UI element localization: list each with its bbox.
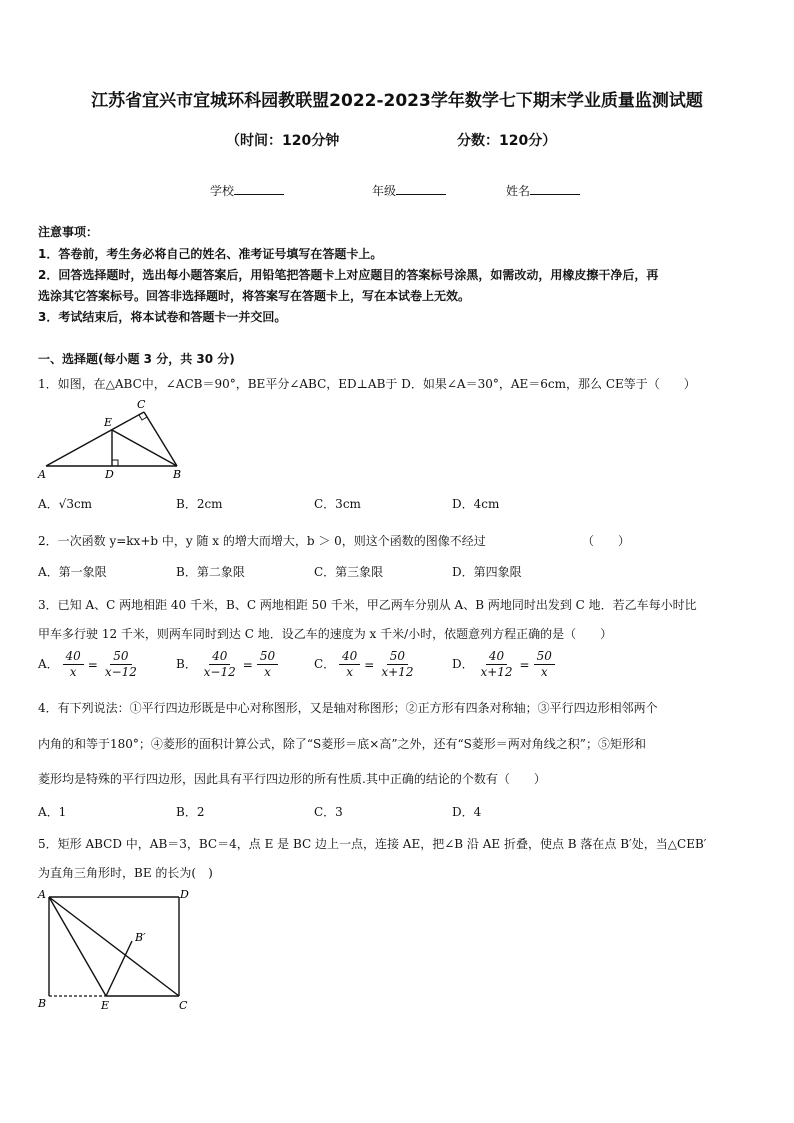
notice-item: 1．答卷前，考生务必将自己的姓名、准考证号填写在答题卡上。 xyxy=(38,247,383,261)
school-label: 学校 xyxy=(210,184,235,198)
q4-option-c[interactable]: C．3 xyxy=(314,805,343,819)
label-b: B xyxy=(38,997,47,1010)
question-5-figure xyxy=(34,885,204,1015)
q3-option-b[interactable]: B． $\frac{40}{x-12}$ = $\frac{50}{x}$ xyxy=(176,649,278,680)
fraction: $\frac{50}{x}$ xyxy=(257,649,278,680)
fraction: $\frac{40}{x}$ xyxy=(339,649,360,680)
q2-option-b[interactable]: B．第二象限 xyxy=(176,565,245,579)
q2-option-a[interactable]: A．第一象限 xyxy=(38,565,107,579)
option-label: B． xyxy=(176,657,197,671)
q4-option-d[interactable]: D．4 xyxy=(452,805,482,819)
label-a: A xyxy=(38,888,46,901)
label-a: A xyxy=(38,468,46,481)
q4-option-b[interactable]: B．2 xyxy=(176,805,205,819)
time-label: （时间：120分钟 xyxy=(226,133,340,149)
q2-option-d[interactable]: D．第四象限 xyxy=(452,565,522,579)
q3-option-a[interactable]: A． $\frac{40}{x}$ = $\frac{50}{x-12}$ xyxy=(38,649,140,680)
notice-heading: 注意事项： xyxy=(38,225,99,239)
fraction: $\frac{50}{x+12}$ xyxy=(381,649,414,679)
question-3-line: 甲车多行驶 12 千米，则两车同时到达 C 地．设乙车的速度为 x 千米/小时，依题意列方程正确的是（ ） xyxy=(38,627,613,641)
grade-label: 年级 xyxy=(372,184,397,198)
q1-option-d[interactable]: D．4cm xyxy=(452,497,500,511)
grade-field xyxy=(372,182,446,199)
question-3-line: 3．已知 A、C 两地相距 40 千米，B、C 两地相距 50 千米，甲乙两车分别从 A、B 两地同时出发到 C 地．若乙车每小时比 xyxy=(38,598,697,612)
section-title: 一、选择题(每小题 3 分，共 30 分) xyxy=(38,352,235,366)
fraction: $\frac{40}{x-12}$ xyxy=(203,649,236,679)
label-e: E xyxy=(101,999,110,1012)
label-e: E xyxy=(104,416,113,429)
notice-item: 3．考试结束后，将本试卷和答题卡一并交回。 xyxy=(38,310,287,324)
fraction: $\frac{40}{x+12}$ xyxy=(480,649,513,679)
option-label: D． xyxy=(452,657,474,671)
fraction: $\frac{50}{x-12}$ xyxy=(104,649,137,679)
q1-option-c[interactable]: C．3cm xyxy=(314,497,361,511)
notice-item: 选涂其它答案标号。回答非选择题时，将答案写在答题卡上，写在本试卷上无效。 xyxy=(38,289,471,303)
question-5-line: 5．矩形 ABCD 中，AB＝3，BC＝4，点 E 是 BC 边上一点，连接 AE，把∠B 沿 AE 折叠，使点 B 落在点 B′处，当△CEB′ xyxy=(38,837,707,851)
q3-option-c[interactable]: C． $\frac{40}{x}$ = $\frac{50}{x+12}$ xyxy=(314,649,416,680)
label-c: C xyxy=(137,398,146,411)
label-b: B xyxy=(173,468,182,481)
notice-item: 2．回答选择题时，选出每小题答案后，用铅笔把答题卡上对应题目的答案标号涂黑，如需改动，用橡皮擦干净后，再 xyxy=(38,268,659,282)
fraction: $\frac{40}{x}$ xyxy=(63,649,84,680)
grade-blank xyxy=(396,184,446,195)
q1-option-a[interactable]: A．√3cm xyxy=(38,497,93,511)
name-label: 姓名 xyxy=(506,184,531,198)
question-2-bracket: （ ） xyxy=(582,534,631,548)
q4-option-a[interactable]: A．1 xyxy=(38,805,67,819)
label-d: D xyxy=(180,888,189,901)
page-title: 江苏省宜兴市宜城环科园教联盟2022-2023学年数学七下期末学业质量监测试题 xyxy=(91,91,703,111)
fraction: $\frac{50}{x}$ xyxy=(534,649,555,680)
q1-option-b[interactable]: B．2cm xyxy=(176,497,223,511)
question-2-text: 2．一次函数 y=kx+b 中，y 随 x 的增大而增大，b ＞ 0，则这个函数的图像不经过 xyxy=(38,534,486,548)
question-5-line: 为直角三角形时，BE 的长为( ) xyxy=(38,866,213,880)
label-c: C xyxy=(179,999,188,1012)
label-d: D xyxy=(105,468,114,481)
option-label: C． xyxy=(314,657,336,671)
q3-option-d[interactable]: D． $\frac{40}{x+12}$ = $\frac{50}{x}$ xyxy=(452,649,555,680)
name-blank xyxy=(530,184,580,195)
question-4-line: 4．有下列说法：①平行四边形既是中心对称图形，又是轴对称图形；②正方形有四条对称轴；③平行四边形相邻两个 xyxy=(38,701,658,715)
score-label: 分数：120分） xyxy=(457,133,557,149)
label-b-prime: B′ xyxy=(135,931,146,944)
option-label: A． xyxy=(38,657,59,671)
question-4-line: 菱形均是特殊的平行四边形，因此具有平行四边形的所有性质.其中正确的结论的个数有（ ） xyxy=(38,772,546,786)
name-field xyxy=(506,182,580,199)
question-1-text: 1．如图，在△ABC中，∠ACB＝90°，BE平分∠ABC，ED⊥AB于 D．如果∠A＝30°，AE＝6cm，那么 CE等于（ ） xyxy=(38,377,696,391)
q2-option-c[interactable]: C．第三象限 xyxy=(314,565,384,579)
question-4-line: 内角的和等于180°；④菱形的面积计算公式，除了“S菱形＝底×高”之外，还有“S菱形＝两对角线之积”；⑤矩形和 xyxy=(38,737,646,751)
question-1-figure xyxy=(36,396,196,486)
school-blank xyxy=(234,184,284,195)
school-field xyxy=(210,182,284,199)
